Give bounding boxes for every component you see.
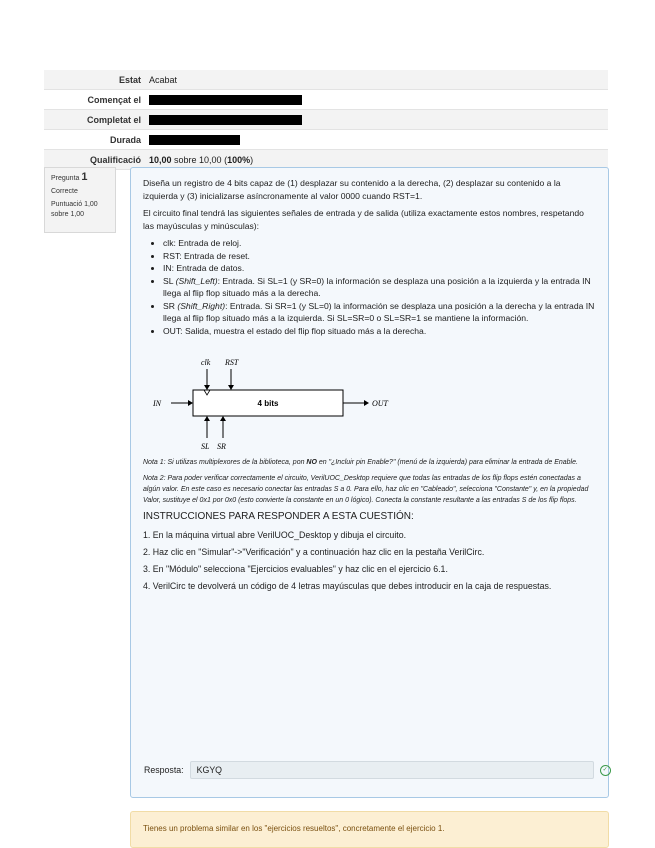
redaction-bar [149, 135, 240, 145]
summary-row-state [44, 70, 608, 90]
note-1-a: Nota 1: Si utilizas multiplexores de la biblioteca, pon [143, 459, 307, 466]
summary-label: Durada [44, 130, 145, 150]
question-info [44, 167, 116, 233]
instruction-4: 4. VerilCirc te devolverá un código de 4 letras mayúsculas que debes introducir en la caja de respuestas. [143, 580, 552, 591]
signal-rst: • RST: Entrada de reset. [163, 250, 596, 263]
signals-list [143, 237, 596, 337]
summary-value [145, 110, 608, 130]
question-intro: Diseña un registro de 4 bits capaz de (1) desplazar su contenido a la derecha, (2) desplazar su contenido a la izquierda y (3) inicializarse asíncronamente al valor 0000 cuando RST=1. [143, 178, 561, 201]
summary-label: Començat el [44, 90, 145, 110]
question-number [51, 172, 109, 184]
signal-sr-em: (Shift_Right) [177, 300, 226, 311]
clk-arrow [204, 385, 210, 390]
instruction-1: 1. En la máquina virtual abre VerilUOC_Desktop y dibuja el circuito. [143, 529, 407, 540]
grade-percent: 100% [227, 154, 251, 165]
signal-sl [163, 275, 596, 300]
register-label: 4 bits [257, 399, 279, 408]
register-diagram-svg [143, 345, 403, 453]
grade-value: 10,00 [149, 154, 172, 165]
answer-row [144, 761, 611, 779]
diagram-label-clk: clk [201, 358, 211, 367]
redaction-bar [149, 95, 302, 105]
summary-label: Qualificació [44, 150, 145, 170]
note-1 [143, 457, 596, 468]
summary-value [145, 130, 608, 150]
summary-label: Estat [44, 70, 145, 90]
signal-sr-name: SR [163, 300, 178, 311]
signal-sl-desc: : Entrada. Si SL=1 (y SR=0) la información se desplaza una posición a la izquierda y la entrada IN llega al flip flop situado más a la derecha. [163, 275, 591, 298]
redaction-bar [149, 115, 302, 125]
register-diagram [143, 345, 596, 453]
out-arrow [364, 400, 369, 406]
question-label: Pregunta [51, 175, 80, 182]
summary-value [145, 90, 608, 110]
instruction-3: 3. En "Módulo" selecciona "Ejercicios evaluables" y haz clic en el ejercicio 6.1. [143, 563, 448, 574]
signal-sr [163, 300, 596, 325]
summary-row-started [44, 90, 608, 110]
diagram-label-sl: SL [201, 442, 210, 451]
rst-arrow [228, 385, 234, 390]
summary-row-completed [44, 110, 608, 130]
signal-sl-name: SL [163, 275, 176, 286]
instructions-title: INSTRUCCIONES PARA RESPONDER A ESTA CUESTIÓN: [143, 511, 414, 522]
signals-intro: El circuito final tendrá las siguientes señales de entrada y de salida (utiliza exactamente estos nombres, respetando las mayúsculas y minúsculas): [143, 208, 584, 231]
diagram-label-in: IN [153, 399, 161, 408]
check-icon: ✓ [600, 765, 611, 776]
signal-sr-desc: : Entrada. Si SR=1 (y SL=0) la información se desplaza una posición a la derecha y la entrada IN llega al flip flop situado más a la izquierda. Si SL=SR=0 o SL=SR=1 se mantiene la información. [163, 300, 595, 323]
sr-arrow [220, 416, 226, 421]
question-number-value: 1 [81, 171, 88, 183]
signal-out: • OUT: Salida, muestra el estado del flip flop situado más a la derecha. [163, 325, 596, 338]
summary-label: Completat el [44, 110, 145, 130]
diagram-label-rst: RST [225, 358, 239, 367]
grade-end: ) [250, 154, 254, 165]
in-arrow [188, 400, 193, 406]
diagram-label-out: OUT [372, 399, 389, 408]
instruction-2: 2. Haz clic en "Simular"->"Verificación" y a continuación haz clic en la pestaña VerilCirc. [143, 546, 485, 557]
summary-value: Acabat [145, 70, 608, 90]
general-feedback: Tienes un problema similar en los "ejercicios resueltos", concretamente el ejercicio 1. [130, 811, 609, 848]
question-mark: Puntuació 1,00 sobre 1,00 [51, 201, 98, 218]
note-1-c: en "¿Incluir pin Enable?" (menú de la izquierda) para eliminar la entrada de Enable. [316, 459, 578, 466]
question-content [130, 167, 609, 798]
attempt-summary [44, 70, 608, 170]
signal-sl-em: (Shift_Left) [175, 275, 218, 286]
diagram-label-sr: SR [217, 442, 226, 451]
signal-clk: • clk: Entrada de reloj. [163, 237, 596, 250]
signal-in: • IN: Entrada de datos. [163, 262, 596, 275]
summary-row-duration [44, 130, 608, 150]
question-state: Correcte [51, 188, 78, 195]
note-2: Nota 2: Para poder verificar correctamente el circuito, VerilUOC_Desktop requiere que todas las entradas de los flip flops estén conectadas a algún valor. En este caso es necesario conectar las entradas S a 0. Para ello, haz clic en "Cableado", selecciona "Constante" y, en la propiedad Valor, sustituye el 0x1 por 0x0 (esto convierte la constante en un 0 lógico). Conecta la constante resultante a las entradas S de los flip flops. [143, 475, 589, 504]
answer-input[interactable] [190, 761, 594, 779]
note-1-b: NO [306, 459, 317, 466]
grade-mid: sobre 10,00 ( [171, 154, 228, 165]
sl-arrow [204, 416, 210, 421]
answer-label: Resposta: [144, 764, 184, 775]
